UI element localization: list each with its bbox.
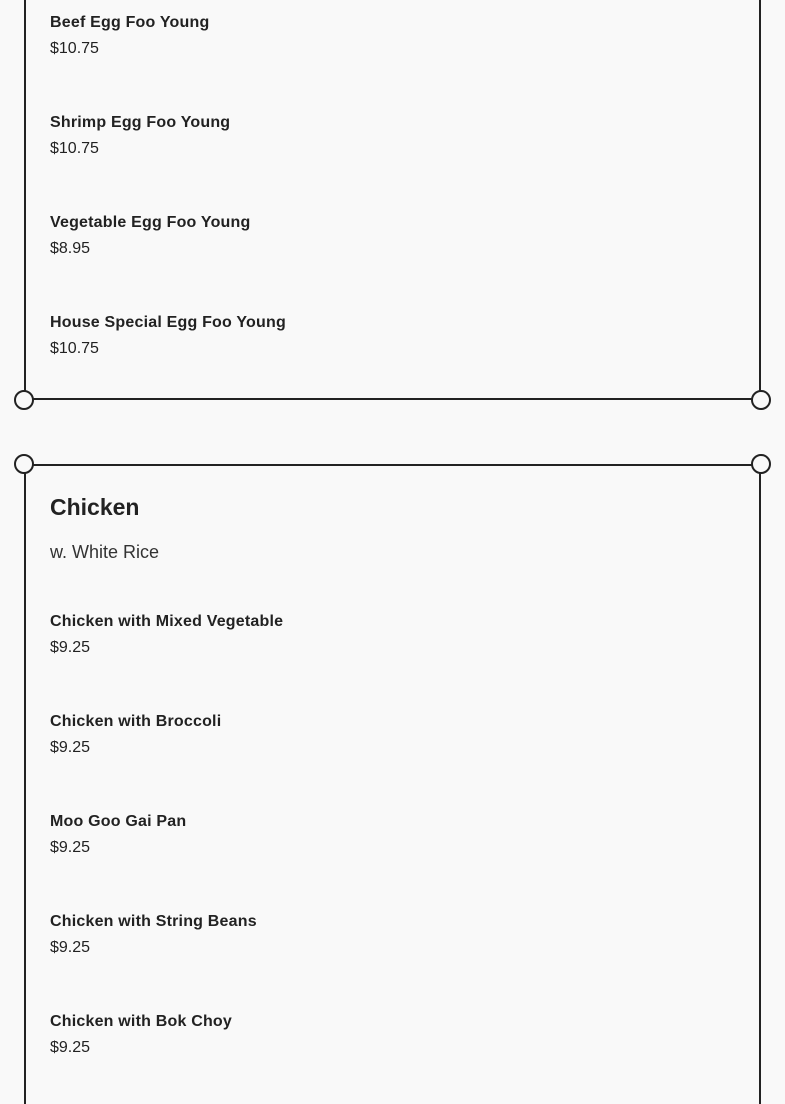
menu-item-name: Chicken with Mixed Vegetable: [50, 613, 284, 630]
menu-item-price: $10.75: [50, 140, 99, 157]
menu-item[interactable]: [50, 313, 286, 359]
menu-item-name: House Special Egg Foo Young: [50, 314, 286, 331]
menu-item[interactable]: [50, 13, 209, 59]
menu-item-price: $10.75: [50, 340, 99, 357]
menu-item[interactable]: [50, 612, 283, 658]
menu-item[interactable]: [50, 912, 257, 958]
menu-item-price: $9.25: [50, 939, 91, 956]
menu-item[interactable]: [50, 113, 230, 159]
menu-item-name: Chicken with String Beans: [50, 913, 257, 930]
menu-item[interactable]: [50, 812, 186, 858]
menu-item-price: $9.25: [50, 639, 91, 656]
corner-decoration: [751, 390, 771, 410]
menu-item-name: Shrimp Egg Foo Young: [50, 114, 231, 131]
section-subtitle: w. White Rice: [50, 542, 160, 562]
egg-foo-young-section: [24, 0, 761, 400]
menu-item-name: Chicken with Broccoli: [50, 713, 222, 730]
menu-item-price: $9.25: [50, 1039, 91, 1056]
corner-decoration: [14, 454, 34, 474]
menu-item-price: $10.75: [50, 40, 99, 57]
menu-item[interactable]: [50, 1012, 232, 1058]
menu-item-price: $9.25: [50, 839, 91, 856]
corner-decoration: [14, 390, 34, 410]
section-title: Chicken: [50, 494, 140, 520]
menu-item[interactable]: [50, 213, 250, 259]
menu-item-name: Moo Goo Gai Pan: [50, 813, 187, 830]
menu-item-price: $9.25: [50, 739, 91, 756]
menu-item-price: $8.95: [50, 240, 91, 257]
menu-item-name: Vegetable Egg Foo Young: [50, 214, 251, 231]
menu-item-name: Chicken with Bok Choy: [50, 1013, 232, 1030]
menu-item-name: Beef Egg Foo Young: [50, 14, 210, 31]
menu-item[interactable]: [50, 712, 221, 758]
chicken-section: [24, 464, 761, 1104]
corner-decoration: [751, 454, 771, 474]
